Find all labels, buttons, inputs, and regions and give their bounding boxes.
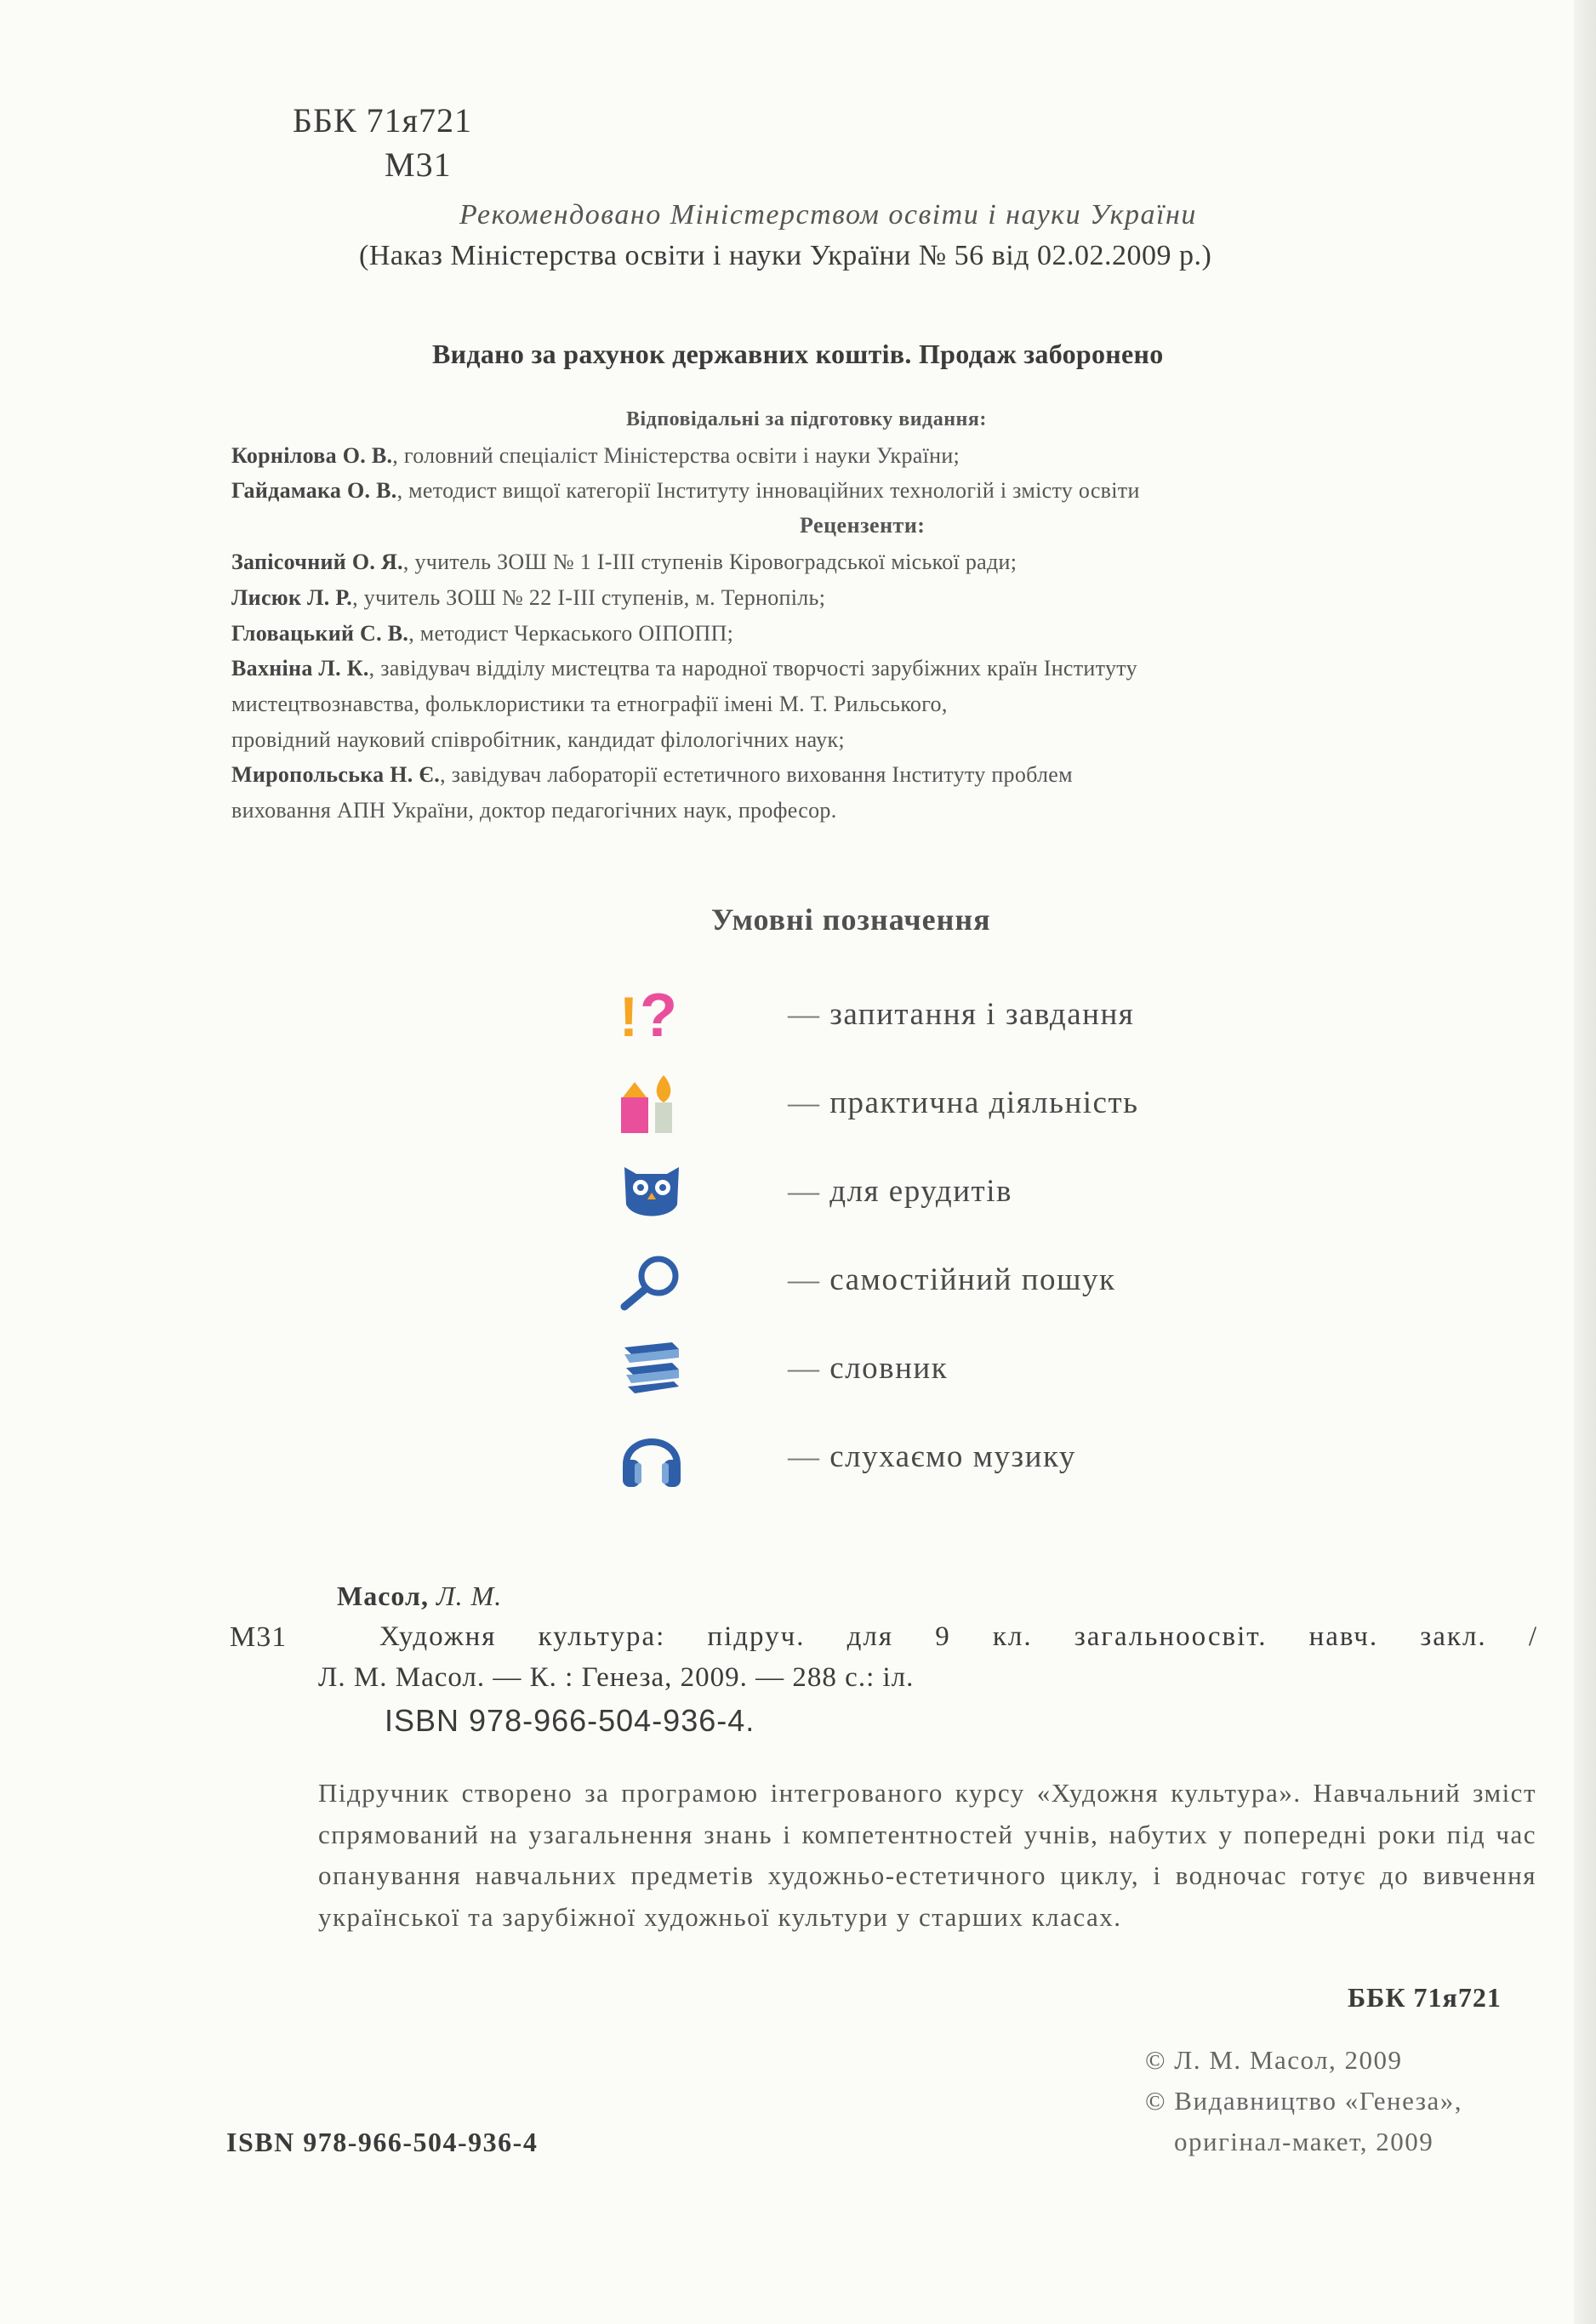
catalog-word: навч. (1308, 1621, 1379, 1652)
legend-item (618, 1157, 1012, 1225)
catalog-word: закл. (1420, 1621, 1487, 1652)
funding-notice: Видано за рахунок державних коштів. Продаж заборонено (432, 339, 1164, 369)
books-icon (618, 1334, 686, 1402)
order-line: (Наказ Міністерства освіти і науки України № 56 від 02.02.2009 р.) (359, 240, 1212, 271)
catalog-imprint-line: Л. М. Масол. — К. : Генеза, 2009. — 288 с.: іл. (318, 1662, 915, 1693)
catalog-word: підруч. (707, 1621, 806, 1652)
author-surname: Масол, (337, 1581, 429, 1611)
footer-bbk: ББК 71я721 (1348, 1982, 1502, 2013)
person-name: Гайдамака О. В. (231, 478, 397, 503)
owl-icon (618, 1157, 686, 1225)
catalog-word: для (846, 1621, 894, 1652)
catalog-word: культура: (538, 1621, 666, 1652)
reviewer-line (231, 656, 1137, 681)
catalog-author (337, 1581, 502, 1612)
person-desc: , завідувач відділу мистецтва та народної творчості зарубіжних країн Інституту (368, 656, 1137, 681)
catalog-word: загальноосвіт. (1074, 1621, 1268, 1652)
responsible-person (231, 478, 1140, 504)
svg-text:?: ? (640, 982, 677, 1048)
art-supplies-icon (618, 1068, 686, 1136)
legend-title: Умовні позначення (711, 903, 991, 937)
person-name: Гловацький С. В. (231, 621, 409, 646)
legend-label: — запитання і завдання (788, 996, 1134, 1033)
person-desc: мистецтвознавства, фольклористики та етнографії імені М. Т. Рильського, (231, 692, 948, 716)
reviewer-line (231, 550, 1017, 575)
person-name: Вахніна Л. К. (231, 656, 369, 681)
recommendation-line: Рекомендовано Міністерством освіти і науки України (459, 199, 1197, 231)
legend-label: — самостійний пошук (788, 1262, 1115, 1298)
magnifier-icon (618, 1245, 686, 1313)
person-name: Корнілова О. В. (231, 443, 393, 468)
legend-item (618, 980, 1134, 1048)
abstract-paragraph: Підручник створено за програмою інтегрованого курсу «Художня культура». Навчальний зміст спрямований на узагальнення знань і компетентностей учнів, набутих у попередні роки під час опанування навчальних предметів художньо-естетичного циклу, і водночас готує до вивчення української та зарубіжної художньої культури у старших класах. (318, 1778, 1536, 1932)
svg-text:!: ! (619, 985, 638, 1048)
person-desc: , методист Черкаського ОІПОПП; (408, 621, 734, 646)
page-edge (1574, 0, 1596, 2324)
bbk-code: ББК 71я721 (293, 101, 473, 140)
person-desc: , учитель ЗОШ № 22 І-ІІІ ступенів, м. Тернопіль; (352, 585, 826, 610)
catalog-isbn: ISBN 978-966-504-936-4. (385, 1703, 755, 1738)
person-desc: , учитель ЗОШ № 1 І-ІІІ ступенів Кіровоградської міської ради; (402, 550, 1017, 574)
person-desc: , методист вищої категорії Інституту інноваційних технологій і змісту освіти (396, 478, 1140, 503)
person-desc: , завідувач лабораторії естетичного виховання Інституту проблем (440, 762, 1073, 787)
reviewers-heading: Рецензенти: (800, 513, 926, 538)
legend-label: — для ерудитів (788, 1173, 1012, 1210)
legend-label: — практична діяльність (788, 1085, 1139, 1121)
copyright-line: оригінал-макет, 2009 (1174, 2127, 1434, 2156)
responsible-heading: Відповідальні за підготовку видання: (626, 408, 987, 430)
person-desc: провідний науковий співробітник, кандидат філологічних наук; (231, 727, 845, 752)
legend-item (618, 1068, 1139, 1136)
person-desc: виховання АПН України, доктор педагогічних наук, професор. (231, 798, 837, 823)
person-name: Миропольська Н. Є. (231, 762, 441, 787)
legend-item (618, 1334, 948, 1402)
reviewer-line (231, 727, 845, 753)
catalog-word: 9 (935, 1621, 951, 1652)
headphones-icon (618, 1422, 686, 1490)
footer-isbn: ISBN 978-966-504-936-4 (226, 2127, 539, 2157)
catalog-code: М31 (230, 1621, 288, 1653)
author-mark: М31 (385, 145, 452, 184)
copyright-line: © Видавництво «Генеза», (1145, 2086, 1463, 2116)
legend-item (618, 1245, 1115, 1313)
legend-label: — словник (788, 1350, 948, 1387)
catalog-word: кл. (992, 1621, 1033, 1652)
catalog-word: Художня (379, 1621, 497, 1652)
legend-item (618, 1422, 1076, 1490)
person-name: Запісочний О. Я. (231, 550, 403, 574)
reviewer-line (231, 798, 837, 823)
catalog-title-line (379, 1621, 1538, 1653)
question-exclamation-icon (618, 980, 686, 1048)
reviewer-line (231, 585, 825, 611)
reviewer-line (231, 692, 948, 717)
reviewer-line (231, 762, 1073, 788)
author-initials: Л. М. (436, 1581, 503, 1611)
person-name: Лисюк Л. Р. (231, 585, 353, 610)
catalog-word: / (1528, 1621, 1538, 1652)
reviewer-line (231, 621, 733, 647)
responsible-person (231, 443, 960, 469)
legend-label: — слухаємо музику (788, 1438, 1076, 1475)
person-desc: , головний спеціаліст Міністерства освіти і науки України; (392, 443, 960, 468)
copyright-line: © Л. М. Масол, 2009 (1145, 2045, 1403, 2075)
